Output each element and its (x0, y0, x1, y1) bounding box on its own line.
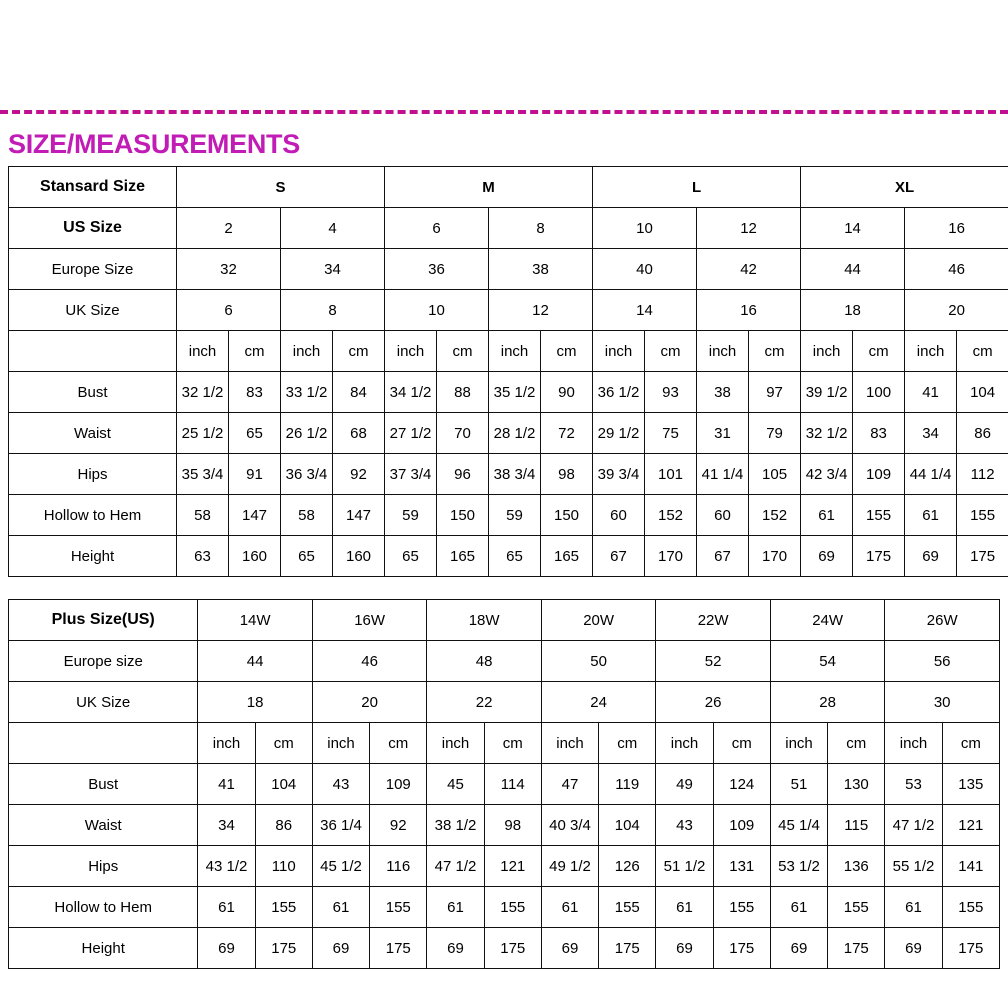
cell: 16 (697, 290, 801, 331)
table-row (9, 290, 1008, 331)
cell: 51 (770, 764, 827, 805)
cell: 170 (645, 536, 697, 577)
cell: 46 (312, 641, 427, 682)
unit-cell: inch (541, 723, 598, 764)
group-header-s: S (177, 167, 385, 208)
cell: 22 (427, 682, 542, 723)
unit-cell: inch (281, 331, 333, 372)
cell: 38 1/2 (427, 805, 484, 846)
cell: 29 1/2 (593, 413, 645, 454)
unit-cell: inch (885, 723, 942, 764)
group-header-16w: 16W (312, 600, 427, 641)
cell: 44 (198, 641, 313, 682)
cell: 88 (437, 372, 489, 413)
cell: 83 (229, 372, 281, 413)
cell: 152 (645, 495, 697, 536)
cell: 114 (484, 764, 541, 805)
cell: 39 1/2 (801, 372, 853, 413)
unit-cell: inch (198, 723, 255, 764)
cell: 69 (198, 928, 255, 969)
cell: 16 (905, 208, 1008, 249)
cell: 40 (593, 249, 697, 290)
cell: 135 (942, 764, 999, 805)
cell: 26 (656, 682, 771, 723)
table-row-units (9, 723, 1000, 764)
cell: 121 (484, 846, 541, 887)
cell: 48 (427, 641, 542, 682)
cell: 12 (697, 208, 801, 249)
unit-cell: cm (749, 331, 801, 372)
cell: 24 (541, 682, 656, 723)
cell: 67 (593, 536, 645, 577)
cell: 35 1/2 (489, 372, 541, 413)
cell: 155 (957, 495, 1008, 536)
group-header-m: M (385, 167, 593, 208)
cell: 90 (541, 372, 593, 413)
cell: 119 (599, 764, 656, 805)
cell: 65 (229, 413, 281, 454)
cell: 175 (942, 928, 999, 969)
cell: 69 (427, 928, 484, 969)
unit-cell: cm (437, 331, 489, 372)
cell: 51 1/2 (656, 846, 713, 887)
cell: 104 (599, 805, 656, 846)
plus-size-table (8, 599, 1000, 969)
cell: 98 (541, 454, 593, 495)
cell: 38 3/4 (489, 454, 541, 495)
cell: 2 (177, 208, 281, 249)
cell: 52 (656, 641, 771, 682)
table-row (9, 764, 1000, 805)
row-label-hips: Hips (9, 846, 198, 887)
unit-cell: cm (599, 723, 656, 764)
table-row (9, 536, 1008, 577)
cell: 175 (484, 928, 541, 969)
cell: 175 (599, 928, 656, 969)
cell: 155 (853, 495, 905, 536)
cell: 47 (541, 764, 598, 805)
cell: 61 (656, 887, 713, 928)
cell: 61 (905, 495, 957, 536)
unit-cell: inch (489, 331, 541, 372)
cell: 40 3/4 (541, 805, 598, 846)
cell: 110 (255, 846, 312, 887)
cell: 61 (801, 495, 853, 536)
table-row (9, 208, 1008, 249)
cell: 104 (957, 372, 1008, 413)
cell: 59 (385, 495, 437, 536)
cell: 69 (312, 928, 369, 969)
cell: 32 1/2 (801, 413, 853, 454)
standard-size-label: Stansard Size (9, 167, 177, 208)
cell: 60 (697, 495, 749, 536)
page-title: SIZE/MEASUREMENTS (8, 129, 300, 159)
table-row-group-header (9, 167, 1008, 208)
cell: 45 1/4 (770, 805, 827, 846)
cell: 126 (599, 846, 656, 887)
row-label-waist: Waist (9, 413, 177, 454)
group-header-24w: 24W (770, 600, 885, 641)
cell: 175 (957, 536, 1008, 577)
unit-cell: cm (484, 723, 541, 764)
cell: 155 (484, 887, 541, 928)
cell: 68 (333, 413, 385, 454)
unit-cell: inch (385, 331, 437, 372)
cell: 34 (905, 413, 957, 454)
unit-cell: cm (255, 723, 312, 764)
cell: 70 (437, 413, 489, 454)
cell: 152 (749, 495, 801, 536)
cell: 121 (942, 805, 999, 846)
cell: 42 (697, 249, 801, 290)
cell: 69 (885, 928, 942, 969)
table-row (9, 249, 1008, 290)
cell: 97 (749, 372, 801, 413)
unit-cell: inch (177, 331, 229, 372)
cell: 30 (885, 682, 1000, 723)
cell: 112 (957, 454, 1008, 495)
standard-size-table (8, 166, 1008, 577)
cell: 175 (255, 928, 312, 969)
cell: 37 3/4 (385, 454, 437, 495)
cell: 83 (853, 413, 905, 454)
row-label-units-empty (9, 331, 177, 372)
cell: 18 (198, 682, 313, 723)
unit-cell: cm (713, 723, 770, 764)
cell: 61 (312, 887, 369, 928)
unit-cell: inch (593, 331, 645, 372)
cell: 92 (370, 805, 427, 846)
cell: 43 1/2 (198, 846, 255, 887)
cell: 69 (905, 536, 957, 577)
cell: 36 1/2 (593, 372, 645, 413)
cell: 36 1/4 (312, 805, 369, 846)
cell: 92 (333, 454, 385, 495)
group-header-18w: 18W (427, 600, 542, 641)
magenta-dashed-divider (0, 110, 1008, 120)
cell: 60 (593, 495, 645, 536)
cell: 109 (713, 805, 770, 846)
cell: 34 (281, 249, 385, 290)
cell: 35 3/4 (177, 454, 229, 495)
cell: 44 (801, 249, 905, 290)
table-row (9, 928, 1000, 969)
cell: 58 (177, 495, 229, 536)
cell: 6 (385, 208, 489, 249)
unit-cell: cm (541, 331, 593, 372)
cell: 175 (713, 928, 770, 969)
row-label-uk-size: UK Size (9, 682, 198, 723)
cell: 4 (281, 208, 385, 249)
cell: 50 (541, 641, 656, 682)
cell: 56 (885, 641, 1000, 682)
row-label-waist: Waist (9, 805, 198, 846)
cell: 45 (427, 764, 484, 805)
cell: 155 (255, 887, 312, 928)
group-header-20w: 20W (541, 600, 656, 641)
cell: 116 (370, 846, 427, 887)
cell: 36 (385, 249, 489, 290)
cell: 43 (656, 805, 713, 846)
cell: 170 (749, 536, 801, 577)
cell: 47 1/2 (885, 805, 942, 846)
unit-cell: inch (427, 723, 484, 764)
cell: 6 (177, 290, 281, 331)
unit-cell: cm (370, 723, 427, 764)
cell: 155 (370, 887, 427, 928)
cell: 155 (599, 887, 656, 928)
unit-cell: cm (853, 331, 905, 372)
cell: 98 (484, 805, 541, 846)
group-header-14w: 14W (198, 600, 313, 641)
cell: 49 1/2 (541, 846, 598, 887)
cell: 28 1/2 (489, 413, 541, 454)
unit-cell: cm (645, 331, 697, 372)
cell: 63 (177, 536, 229, 577)
unit-cell: cm (957, 331, 1008, 372)
table-row (9, 495, 1008, 536)
cell: 65 (281, 536, 333, 577)
cell: 61 (198, 887, 255, 928)
unit-cell: inch (312, 723, 369, 764)
cell: 20 (905, 290, 1008, 331)
cell: 53 (885, 764, 942, 805)
cell: 109 (370, 764, 427, 805)
plus-size-label: Plus Size(US) (9, 600, 198, 641)
cell: 58 (281, 495, 333, 536)
cell: 96 (437, 454, 489, 495)
cell: 150 (437, 495, 489, 536)
cell: 41 (198, 764, 255, 805)
table-row (9, 805, 1000, 846)
cell: 150 (541, 495, 593, 536)
table-row (9, 641, 1000, 682)
unit-cell: inch (697, 331, 749, 372)
cell: 69 (541, 928, 598, 969)
cell: 86 (255, 805, 312, 846)
cell: 59 (489, 495, 541, 536)
cell: 155 (828, 887, 885, 928)
cell: 32 1/2 (177, 372, 229, 413)
row-label-europe-size: Europe Size (9, 249, 177, 290)
cell: 160 (333, 536, 385, 577)
cell: 175 (370, 928, 427, 969)
unit-cell: cm (333, 331, 385, 372)
cell: 10 (385, 290, 489, 331)
cell: 47 1/2 (427, 846, 484, 887)
cell: 49 (656, 764, 713, 805)
cell: 130 (828, 764, 885, 805)
cell: 20 (312, 682, 427, 723)
cell: 46 (905, 249, 1008, 290)
row-label-bust: Bust (9, 764, 198, 805)
cell: 8 (489, 208, 593, 249)
cell: 39 3/4 (593, 454, 645, 495)
row-label-europe-size: Europe size (9, 641, 198, 682)
table-row (9, 887, 1000, 928)
row-label-units-empty (9, 723, 198, 764)
cell: 175 (853, 536, 905, 577)
cell: 65 (489, 536, 541, 577)
cell: 75 (645, 413, 697, 454)
cell: 91 (229, 454, 281, 495)
table-row (9, 682, 1000, 723)
cell: 45 1/2 (312, 846, 369, 887)
unit-cell: cm (828, 723, 885, 764)
unit-cell: inch (770, 723, 827, 764)
cell: 38 (489, 249, 593, 290)
cell: 155 (713, 887, 770, 928)
cell: 33 1/2 (281, 372, 333, 413)
cell: 84 (333, 372, 385, 413)
cell: 165 (437, 536, 489, 577)
cell: 61 (770, 887, 827, 928)
cell: 12 (489, 290, 593, 331)
cell: 31 (697, 413, 749, 454)
group-header-22w: 22W (656, 600, 771, 641)
table-row (9, 372, 1008, 413)
cell: 61 (427, 887, 484, 928)
cell: 14 (593, 290, 697, 331)
cell: 44 1/4 (905, 454, 957, 495)
unit-cell: inch (656, 723, 713, 764)
cell: 136 (828, 846, 885, 887)
unit-cell: cm (942, 723, 999, 764)
cell: 155 (942, 887, 999, 928)
cell: 147 (229, 495, 281, 536)
cell: 25 1/2 (177, 413, 229, 454)
cell: 65 (385, 536, 437, 577)
group-header-xl: XL (801, 167, 1008, 208)
cell: 54 (770, 641, 885, 682)
cell: 141 (942, 846, 999, 887)
top-whitespace (0, 0, 1008, 110)
row-label-height: Height (9, 928, 198, 969)
row-label-uk-size: UK Size (9, 290, 177, 331)
group-header-l: L (593, 167, 801, 208)
cell: 72 (541, 413, 593, 454)
table-row-group-header (9, 600, 1000, 641)
cell: 124 (713, 764, 770, 805)
row-label-hips: Hips (9, 454, 177, 495)
cell: 69 (801, 536, 853, 577)
cell: 34 1/2 (385, 372, 437, 413)
row-label-bust: Bust (9, 372, 177, 413)
cell: 32 (177, 249, 281, 290)
cell: 38 (697, 372, 749, 413)
cell: 14 (801, 208, 905, 249)
cell: 86 (957, 413, 1008, 454)
cell: 109 (853, 454, 905, 495)
table-row-units (9, 331, 1008, 372)
cell: 28 (770, 682, 885, 723)
unit-cell: inch (801, 331, 853, 372)
cell: 67 (697, 536, 749, 577)
cell: 26 1/2 (281, 413, 333, 454)
cell: 42 3/4 (801, 454, 853, 495)
group-header-26w: 26W (885, 600, 1000, 641)
row-label-hollow-to-hem: Hollow to Hem (9, 495, 177, 536)
cell: 79 (749, 413, 801, 454)
cell: 115 (828, 805, 885, 846)
unit-cell: cm (229, 331, 281, 372)
cell: 100 (853, 372, 905, 413)
cell: 175 (828, 928, 885, 969)
cell: 53 1/2 (770, 846, 827, 887)
table-row (9, 846, 1000, 887)
cell: 147 (333, 495, 385, 536)
cell: 18 (801, 290, 905, 331)
cell: 160 (229, 536, 281, 577)
cell: 69 (770, 928, 827, 969)
cell: 61 (541, 887, 598, 928)
cell: 43 (312, 764, 369, 805)
cell: 131 (713, 846, 770, 887)
cell: 61 (885, 887, 942, 928)
row-label-hollow-to-hem: Hollow to Hem (9, 887, 198, 928)
cell: 104 (255, 764, 312, 805)
table-row (9, 454, 1008, 495)
cell: 101 (645, 454, 697, 495)
cell: 36 3/4 (281, 454, 333, 495)
cell: 34 (198, 805, 255, 846)
cell: 27 1/2 (385, 413, 437, 454)
row-label-height: Height (9, 536, 177, 577)
table-spacer (0, 577, 1008, 599)
cell: 41 1/4 (697, 454, 749, 495)
cell: 8 (281, 290, 385, 331)
cell: 165 (541, 536, 593, 577)
cell: 41 (905, 372, 957, 413)
cell: 69 (656, 928, 713, 969)
unit-cell: inch (905, 331, 957, 372)
cell: 55 1/2 (885, 846, 942, 887)
row-label-us-size: US Size (9, 208, 177, 249)
table-row (9, 413, 1008, 454)
cell: 105 (749, 454, 801, 495)
cell: 93 (645, 372, 697, 413)
cell: 10 (593, 208, 697, 249)
